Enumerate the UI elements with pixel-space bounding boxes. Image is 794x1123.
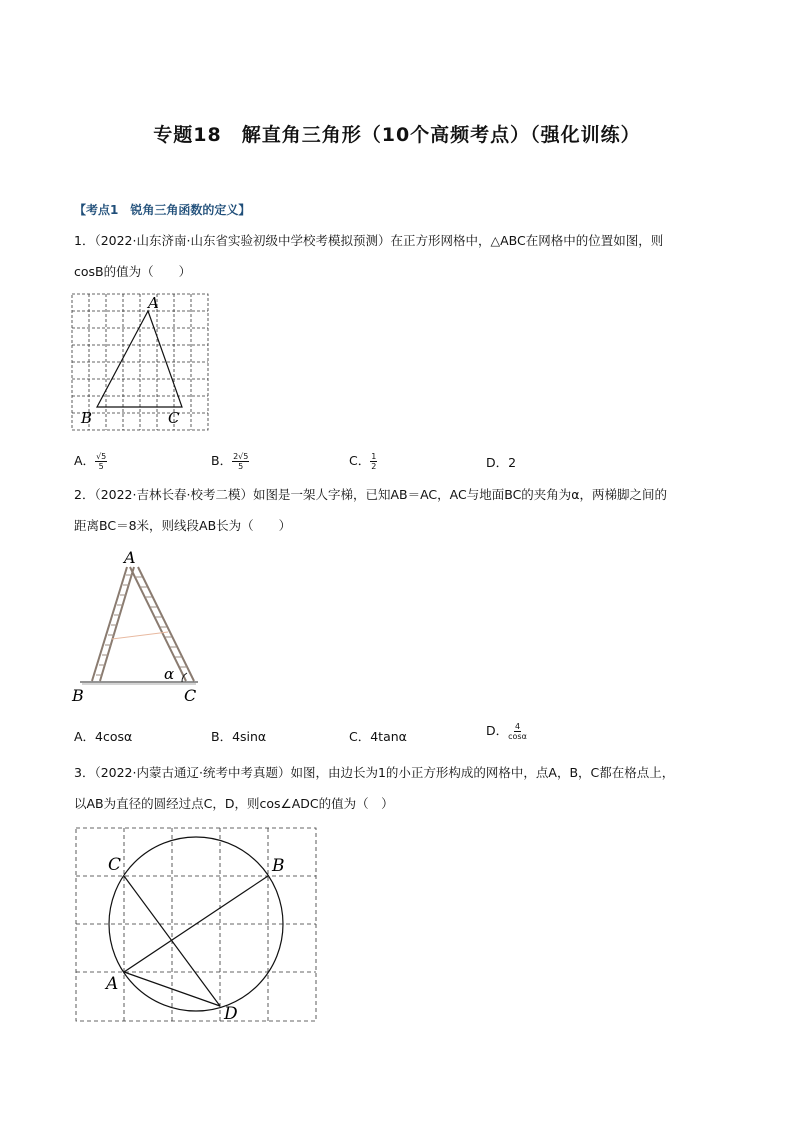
- q1-grid-figure: [70, 292, 212, 432]
- triangle-abc: [97, 311, 182, 407]
- label-d: D: [224, 1004, 238, 1024]
- question-3-line-2: 以AB为直径的圆经过点C，D，则cos∠ADC的值为（ ）: [74, 796, 394, 811]
- question-3-line-1: 3．（2022·内蒙古通辽·统考中考真题）如图，由边长为1的小正方形构成的网格中，点A，B，C都在格点上，: [74, 765, 675, 780]
- label-a: A: [124, 548, 136, 567]
- q2-ladder-figure: [70, 545, 210, 705]
- q2-option-a[interactable]: A．4cosα: [74, 729, 133, 744]
- section-heading: 【考点1 锐角三角函数的定义】: [74, 203, 251, 217]
- q1-option-a[interactable]: A． $\frac{√5}{5}$: [74, 452, 107, 471]
- label-a: A: [106, 974, 119, 994]
- question-1-line-2: cosB的值为（ ）: [74, 264, 192, 279]
- question-2-line-1: 2．（2022·吉林长春·校考二模）如图是一架人字梯，已知AB＝AC，AC与地面BC的夹角为α，两梯脚之间的: [74, 487, 668, 502]
- label-a: A: [148, 294, 159, 312]
- label-c: C: [184, 686, 197, 705]
- q3-circle-grid-figure: [72, 824, 322, 1024]
- q2-option-d[interactable]: D． $\frac{4}{\cos\alpha}$: [486, 722, 527, 741]
- question-2: [74, 479, 734, 541]
- q1-options: [74, 451, 734, 471]
- label-c: C: [108, 855, 122, 875]
- q1-option-d[interactable]: D．2: [486, 455, 517, 470]
- question-1: [74, 225, 734, 287]
- q2-option-c[interactable]: C．4tanα: [349, 729, 407, 744]
- label-alpha: α: [164, 665, 175, 683]
- question-1-line-1: 1．（2022·山东济南·山东省实验初级中学校考模拟预测）在正方形网格中，△ABC在网格中的位置如图，则: [74, 233, 664, 248]
- q1-option-c[interactable]: C． $\frac{1}{2}$: [349, 452, 377, 471]
- page-title: 专题18 解直角三角形（10个高频考点）（强化训练）: [153, 124, 641, 146]
- label-c: C: [168, 409, 180, 427]
- q1-option-b[interactable]: B． $\frac{2√5}{5}$: [211, 452, 249, 471]
- q2-option-b[interactable]: B．4sinα: [211, 729, 267, 744]
- q2-options: [74, 722, 734, 747]
- label-b: B: [81, 409, 93, 427]
- question-2-line-2: 距离BC＝8米，则线段AB长为（ ）: [74, 518, 292, 533]
- label-b: B: [72, 686, 84, 705]
- label-b: B: [272, 856, 285, 876]
- question-3: [74, 757, 734, 819]
